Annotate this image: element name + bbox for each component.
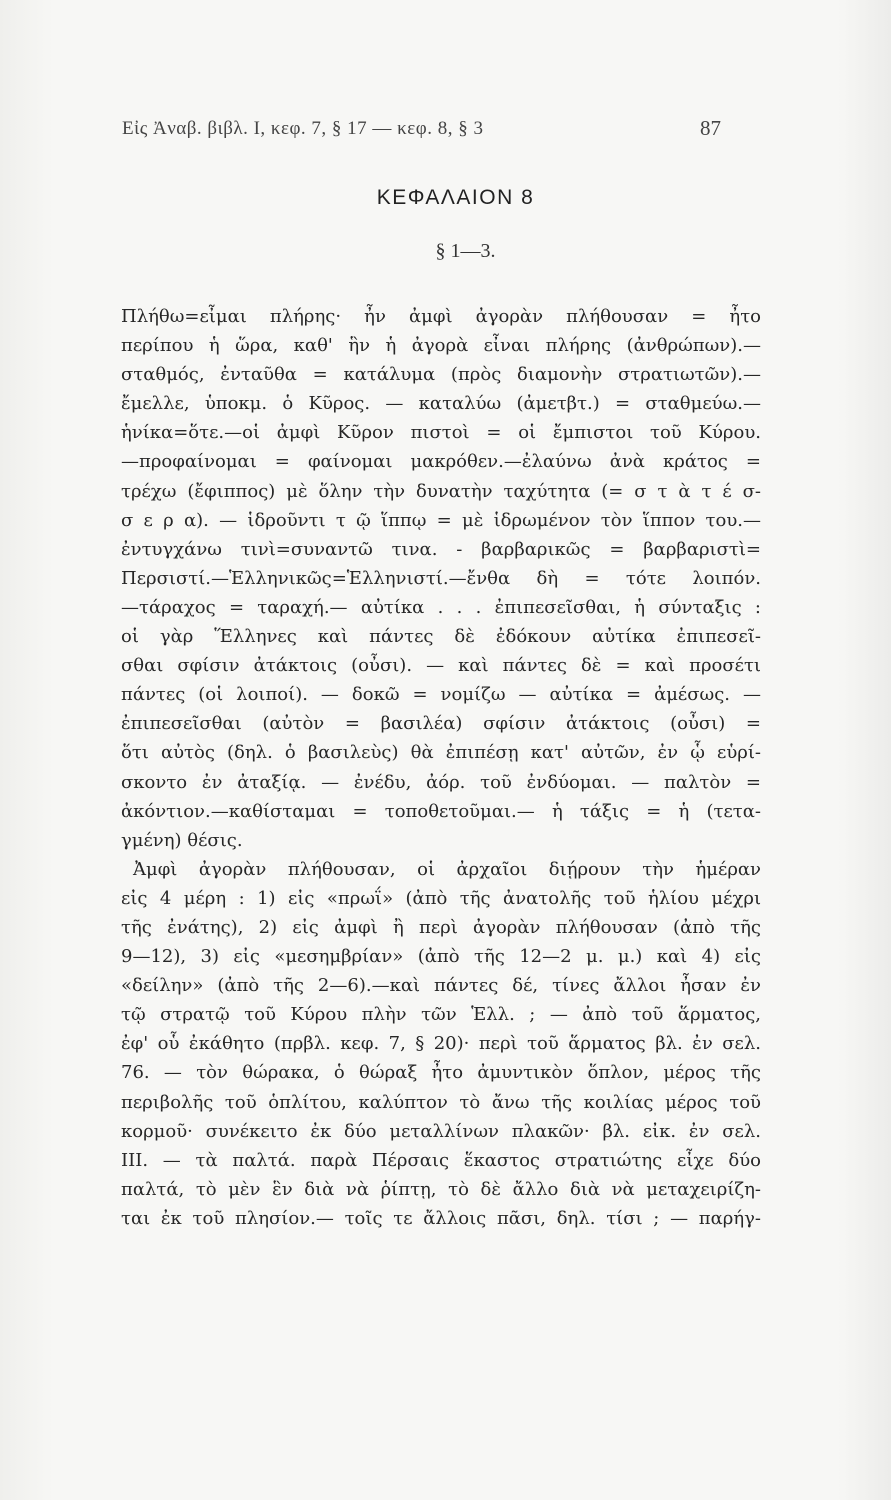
text-line: σθαι σφίσιν ἀτάκτοις (οὖσι). — καὶ πάντες δὲ = καὶ προσέτι <box>121 655 761 677</box>
text-line: 9—12), 3) εἰς «μεσημβρίαν» (ἀπὸ τῆς 12—2 μ. μ.) καὶ 4) εἰς <box>121 946 761 968</box>
text-line: σταθμός, ἐνταῦθα = κατάλυμα (πρὸς διαμονὴν στρατιωτῶν).— <box>121 364 761 386</box>
text-line: ἀκόντιον.—καθίσταμαι = τοποθετοῦμαι.— ἡ τάξις = ἡ (τετα- <box>121 800 761 822</box>
text-line: ἡνίκα=ὅτε.—οἱ ἀμφὶ Κῦρον πιστοὶ = οἱ ἔμπιστοι τοῦ Κύρου. <box>121 422 761 444</box>
text-line: Περσιστί.—Ἑλληνικῶς=Ἑλληνιστί.—ἔνθα δὴ = τότε λοιπόν. <box>121 567 761 589</box>
text-line: ἐπιπεσεῖσθαι (αὐτὸν = βασιλέα) σφίσιν ἀτάκτοις (οὖσι) = <box>121 713 761 735</box>
text-line: σκοντο ἐν ἀταξίᾳ. — ἐνέδυ, ἀόρ. τοῦ ἐνδύομαι. — παλτὸν = <box>121 771 761 793</box>
text-line: ΙΙΙ. — τὰ παλτά. παρὰ Πέρσαις ἕκαστος στρατιώτης εἶχε δύο <box>121 1149 761 1171</box>
section-heading: § 1—3. <box>435 240 496 262</box>
text-line: τρέχω (ἔφιππος) μὲ ὅλην τὴν δυνατὴν ταχύτητα (= σ τ ὰ τ έ σ- <box>121 480 761 502</box>
text-line: σ ε ρ α). — ἱδροῦντι τ ῷ ἵππῳ = μὲ ἱδρωμένον τὸν ἵππον του.— <box>121 509 761 531</box>
chapter-title: ΚΕΦΑΛΑΙΟΝ 8 <box>376 186 535 209</box>
text-line: ὅτι αὐτὸς (δηλ. ὁ βασιλεὺς) θὰ ἐπιπέσῃ κατ' αὐτῶν, ἐν ᾧ εὑρί- <box>121 742 761 764</box>
text-line: περίπου ἡ ὥρα, καθ' ἣν ἡ ἀγορὰ εἶναι πλήρης (ἀνθρώπων).— <box>121 335 761 357</box>
text-line: ται ἐκ τοῦ πλησίον.— τοῖς τε ἄλλοις πᾶσι, δηλ. τίσι ; — παρήγ- <box>121 1207 761 1229</box>
text-line: ἔμελλε, ὑποκμ. ὁ Κῦρος. — καταλύω (ἀμετβτ.) = σταθμεύω.— <box>121 393 761 415</box>
text-line: —προφαίνομαι = φαίνομαι μακρόθεν.—ἐλαύνω ἀνὰ κράτος = <box>121 451 761 473</box>
text-line: τῷ στρατῷ τοῦ Κύρου πλὴν τῶν Ἑλλ. ; — ἀπὸ τοῦ ἅρματος, <box>121 1004 761 1026</box>
text-line: ἐντυγχάνω τινὶ=συναντῶ τινα. - βαρβαρικῶς = βαρβαριστὶ= <box>121 538 761 560</box>
text-line: Ἀμφὶ ἀγορὰν πλήθουσαν, οἱ ἀρχαῖοι διῄρουν τὴν ἡμέραν <box>133 858 761 880</box>
text-line: 76. — τὸν θώρακα, ὁ θώραξ ἦτο ἀμυντικὸν ὅπλον, μέρος τῆς <box>121 1062 761 1084</box>
text-line: εἰς 4 μέρη : 1) εἰς «πρωΐ» (ἀπὸ τῆς ἀνατολῆς τοῦ ἡλίου μέχρι <box>121 887 761 909</box>
page-number: 87 <box>700 116 721 140</box>
running-head: Εἰς Ἀναβ. βιβλ. Ι, κεφ. 7, § 17 — κεφ. 8, § 3 <box>122 118 484 139</box>
text-line: παλτά, τὸ μὲν ἓν διὰ νὰ ῥίπτῃ, τὸ δὲ ἄλλο διὰ νὰ μεταχειρίζη- <box>121 1178 761 1200</box>
text-line: ἐφ' οὗ ἐκάθητο (πρβλ. κεφ. 7, § 20)· περὶ τοῦ ἅρματος βλ. ἐν σελ. <box>121 1033 761 1055</box>
text-line: περιβολῆς τοῦ ὁπλίτου, καλύπτον τὸ ἄνω τῆς κοιλίας μέρος τοῦ <box>121 1091 761 1113</box>
text-line: οἱ γὰρ Ἕλληνες καὶ πάντες δὲ ἐδόκουν αὐτίκα ἐπιπεσεῖ- <box>121 626 761 648</box>
text-line: κορμοῦ· συνέκειτο ἐκ δύο μεταλλίνων πλακῶν· βλ. εἰκ. ἐν σελ. <box>121 1120 761 1142</box>
text-line: τῆς ἐνάτης), 2) εἰς ἀμφὶ ἢ περὶ ἀγορὰν πλήθουσαν (ἀπὸ τῆς <box>121 916 761 938</box>
text-line: «δείλην» (ἀπὸ τῆς 2—6).—καὶ πάντες δέ, τίνες ἄλλοι ἦσαν ἐν <box>121 975 761 997</box>
text-line: Πλήθω=εἶμαι πλήρης· ἦν ἀμφὶ ἀγορὰν πλήθουσαν = ἦτο <box>121 306 761 327</box>
text-line: πάντες (οἱ λοιποί). — δοκῶ = νομίζω — αὐτίκα = ἀμέσως. — <box>121 684 761 706</box>
text-line: —τάραχος = ταραχή.— αὐτίκα . . . ἐπιπεσεῖσθαι, ἡ σύνταξις : <box>121 596 761 618</box>
text-line: γμένη) θέσις. <box>121 829 243 851</box>
commentary-body <box>121 302 761 1233</box>
